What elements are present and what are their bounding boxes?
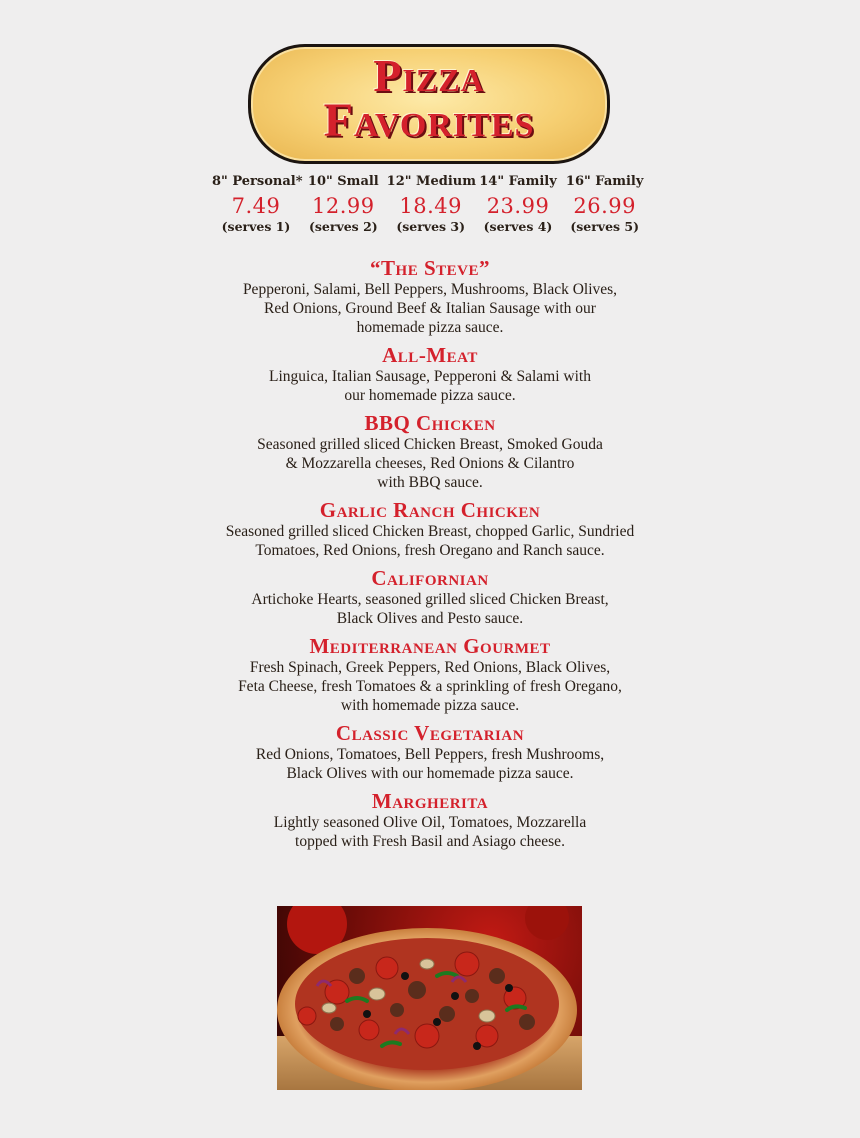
size-serves: (serves 5) (570, 219, 640, 234)
menu-item-mediterranean-gourmet (190, 634, 670, 715)
title-line-1: Pizza (373, 50, 485, 101)
menu-item-name: Margherita (371, 789, 489, 813)
size-serves: (serves 4) (483, 219, 553, 234)
menu-item-description: Pepperoni, Salami, Bell Peppers, Mushrooms, Black Olives, Red Onions, Ground Beef & Italian Sausage with our homemade pizza sauce. (242, 281, 618, 336)
size-serves: (serves 1) (221, 219, 291, 234)
pizza-photo (277, 906, 582, 1090)
size-price: 18.49 (399, 194, 462, 218)
size-option-8 (212, 174, 303, 234)
menu-item-the-steve (190, 256, 670, 337)
menu-item-description: Red Onions, Tomatoes, Bell Peppers, fresh Mushrooms, Black Olives with our homemade pizza sauce. (255, 746, 605, 782)
size-price: 26.99 (573, 194, 636, 218)
size-label: 10" Small (307, 174, 379, 189)
menu-item-name: “The Steve” (370, 256, 490, 280)
menu-item-description: Seasoned grilled sliced Chicken Breast, Smoked Gouda & Mozzarella cheeses, Red Onions & Cilantro with BBQ sauce. (257, 436, 603, 491)
size-price: 23.99 (486, 194, 550, 218)
size-price-table (212, 174, 648, 234)
menu-item-name: BBQ Chicken (364, 411, 496, 435)
size-option-14 (475, 174, 562, 234)
menu-item-description: Seasoned grilled sliced Chicken Breast, chopped Garlic, Sundried Tomatoes, Red Onions, fresh Oregano and Ranch sauce. (225, 523, 635, 559)
menu-item-description: Linguica, Italian Sausage, Pepperoni & Salami with our homemade pizza sauce. (269, 368, 591, 404)
menu-item-description: Artichoke Hearts, seasoned grilled sliced Chicken Breast, Black Olives and Pesto sauce. (251, 591, 609, 627)
menu-item-garlic-ranch-chicken (190, 498, 670, 560)
title-banner (248, 44, 610, 164)
menu-item-name: All-Meat (382, 343, 478, 367)
menu-item-name: Garlic Ranch Chicken (319, 498, 541, 522)
menu-item-classic-vegetarian (190, 721, 670, 783)
menu-item-californian (190, 566, 670, 628)
menu-item-margherita (190, 789, 670, 851)
size-label: 16" Family (565, 174, 644, 189)
size-option-16 (561, 174, 648, 234)
size-price: 7.49 (231, 194, 281, 218)
size-label: 12" Medium (386, 174, 476, 189)
pizza-illustration (277, 906, 582, 1090)
menu-item-name: Californian (371, 566, 489, 590)
menu-item-description: Fresh Spinach, Greek Peppers, Red Onions, Black Olives, Feta Cheese, fresh Tomatoes & a sprinkling of fresh Oregano, with homemade pizza sauce. (238, 659, 622, 714)
size-option-10 (300, 174, 387, 234)
menu-item-name: Classic Vegetarian (335, 721, 525, 745)
size-label: 8" Personal* (212, 174, 303, 189)
size-serves: (serves 2) (308, 219, 378, 234)
pizza-menu-list (190, 256, 670, 857)
size-price: 12.99 (312, 194, 375, 218)
menu-item-description: Lightly seasoned Olive Oil, Tomatoes, Mozzarella topped with Fresh Basil and Asiago cheese. (273, 814, 587, 850)
title-line-2: Favorites (323, 94, 535, 147)
size-option-12 (387, 174, 475, 234)
menu-item-bbq-chicken (190, 411, 670, 492)
size-label: 14" Family (479, 174, 557, 189)
menu-item-all-meat (190, 343, 670, 405)
size-serves: (serves 3) (396, 219, 466, 234)
menu-item-name: Mediterranean Gourmet (309, 634, 551, 658)
